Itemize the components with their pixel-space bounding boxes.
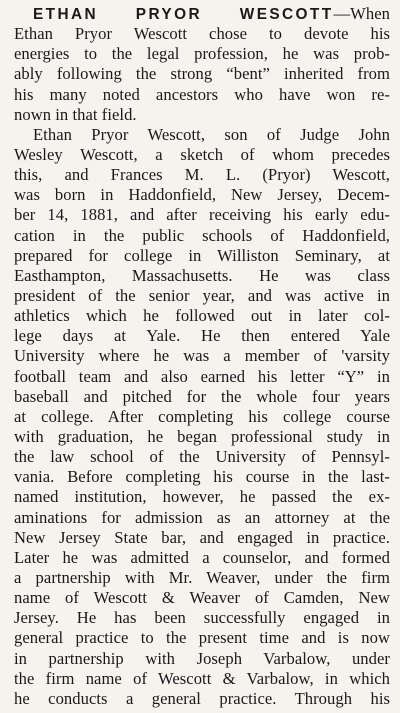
text-line: a partnership with Mr. Weaver, under the firm	[14, 568, 390, 587]
text-line: was born in Haddonfield, New Jersey, Decem-	[14, 185, 390, 205]
text-line: University where he was a member of 'varsity	[14, 346, 390, 366]
text-line: he conducts a general practice. Through his	[14, 688, 390, 708]
text-line: name of Wescott & Weaver of Camden, New	[14, 588, 390, 608]
text-line: ber 14, 1881, and after receiving his early edu-	[14, 205, 390, 225]
text-line: ably following the strong “bent” inherited from	[14, 64, 390, 84]
text-line: Later he was admitted a counselor, and formed	[14, 547, 390, 567]
article-heading	[33, 4, 390, 24]
text-line: named institution, however, he passed the ex-	[14, 487, 390, 507]
text-line: general practice to the present time and is now	[14, 628, 390, 648]
text-line: the law school of the University of Pennsyl-	[14, 447, 390, 467]
text-line: New Jersey State bar, and engaged in practice.	[14, 527, 390, 547]
text-line: energies to the legal profession, he was prob-	[14, 44, 390, 64]
text-line: nown in that field.	[14, 104, 137, 124]
text-line: aminations for admission as an attorney at the	[14, 507, 390, 527]
text-line: at college. After completing his college course	[14, 406, 390, 426]
text-line: president of the senior year, and was active in	[14, 286, 390, 305]
text-line: athletics which he followed out in later col-	[14, 306, 390, 326]
subject-name: ETHAN PRYOR WESCOTT	[33, 6, 334, 23]
heading-continuation: —When	[333, 4, 390, 23]
text-line: the firm name of Wescott & Varbalow, in which	[14, 668, 390, 688]
text-line: baseball and pitched for the whole four years	[14, 386, 390, 406]
text-line: Ethan Pryor Wescott chose to devote his	[14, 24, 390, 44]
text-line: vania. Before completing his course in the last-	[14, 467, 390, 487]
text-line: Easthampton, Massachusetts. He was class	[14, 265, 390, 285]
text-line: cation in the public schools of Haddonfield,	[14, 225, 390, 245]
text-line: in partnership with Joseph Varbalow, under	[14, 648, 390, 668]
text-line: Wesley Wescott, a sketch of whom precedes	[14, 145, 390, 164]
text-line: football team and also earned his letter “Y” in	[14, 366, 390, 386]
paragraph-start-line: Ethan Pryor Wescott, son of Judge John	[33, 124, 390, 144]
text-line: Jersey. He has been successfully engaged in	[14, 608, 390, 628]
text-line: with graduation, he began professional study in	[14, 427, 390, 446]
text-line: lege days at Yale. He then entered Yale	[14, 326, 390, 346]
text-line: prepared for college in Williston Seminary, at	[14, 245, 390, 265]
text-line: this, and Frances M. L. (Pryor) Wescott,	[14, 165, 390, 185]
text-line: his many noted ancestors who have won re-	[14, 84, 390, 104]
